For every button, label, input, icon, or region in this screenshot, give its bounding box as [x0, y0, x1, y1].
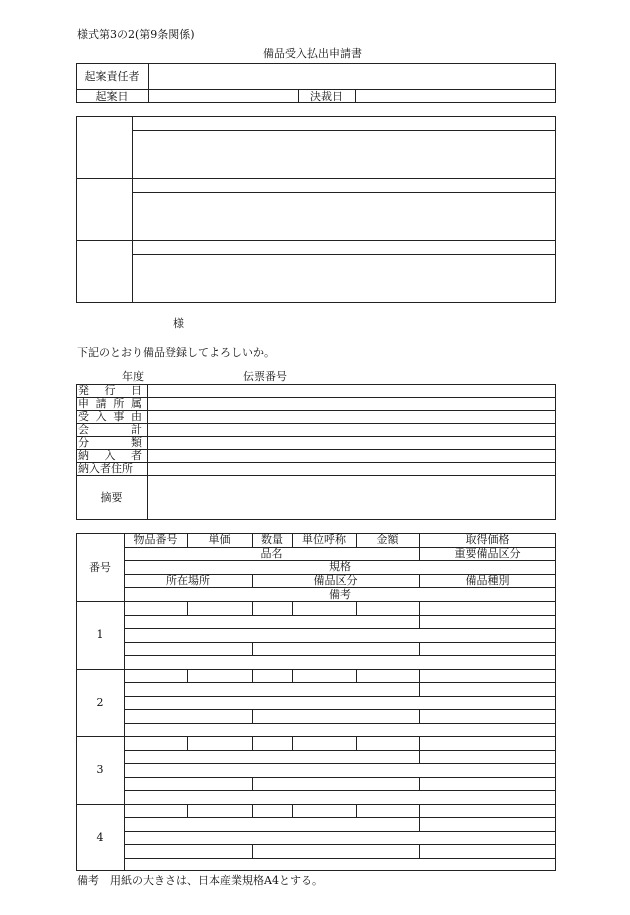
- item-row[interactable]: [125, 764, 556, 777]
- slip-row-label-char: 所: [113, 397, 125, 410]
- slip-row-label-char: 会: [78, 423, 89, 436]
- slip-row-field[interactable]: [148, 437, 556, 449]
- item-row[interactable]: [125, 724, 556, 737]
- slip-row-field[interactable]: [148, 398, 556, 410]
- item-row[interactable]: [125, 670, 556, 683]
- slip-row-field[interactable]: [148, 463, 556, 475]
- slip-row-label-char: 申: [78, 397, 89, 410]
- item-row[interactable]: [125, 737, 556, 750]
- slip-row-label-char: 受: [78, 410, 89, 423]
- item-number: 1: [96, 628, 104, 642]
- slip-row-label: [76, 397, 147, 410]
- column-header: 備品種別: [465, 574, 510, 588]
- item-row[interactable]: [125, 845, 556, 858]
- decision-date-field[interactable]: [356, 90, 556, 103]
- summary-label: 摘要: [100, 491, 123, 504]
- slip-row-label-char: 納入者住所: [78, 462, 133, 475]
- decision-date-label: 決裁日: [310, 89, 343, 103]
- divider: [132, 254, 556, 255]
- item-row[interactable]: [125, 683, 556, 696]
- slip-row-label-char: 由: [130, 410, 142, 423]
- item-row[interactable]: [125, 629, 556, 642]
- slip-row-label: [76, 462, 147, 475]
- column-header: 単価: [208, 533, 231, 547]
- slip-row-label-char: 類: [131, 436, 142, 449]
- draft-date-label: 起案日: [95, 89, 129, 103]
- divider: [132, 192, 556, 193]
- slip-row-label-char: 分: [78, 436, 89, 449]
- item-row[interactable]: [125, 643, 556, 656]
- column-header: 取得価格: [465, 533, 510, 547]
- slip-row-label-char: 日: [131, 384, 142, 397]
- slip-row-label: [76, 436, 147, 449]
- slip-row-field[interactable]: [148, 450, 556, 462]
- slip-row-field[interactable]: [148, 424, 556, 436]
- item-row[interactable]: [125, 832, 556, 845]
- column-header: 金額: [376, 533, 399, 547]
- column-header: 規格: [329, 560, 351, 574]
- slip-row-label-char: 請: [95, 397, 107, 410]
- column-header: 備品区分: [313, 574, 358, 588]
- slip-row-label: [76, 449, 147, 462]
- slip-row-field[interactable]: [148, 411, 556, 423]
- slip-row-label: [76, 384, 147, 397]
- number-header: 番号: [89, 560, 111, 574]
- drafter-field[interactable]: [148, 63, 556, 89]
- slip-row-label-char: 者: [131, 449, 142, 462]
- column-header: 単位呼称: [302, 533, 346, 547]
- slip-row-label-char: 行: [104, 384, 116, 397]
- item-row[interactable]: [125, 697, 556, 710]
- item-row[interactable]: [125, 602, 556, 615]
- column-header: 物品番号: [133, 533, 178, 547]
- divider: [132, 130, 556, 131]
- slip-row-label: [76, 410, 147, 423]
- approval-block: [76, 116, 556, 303]
- item-number: 3: [96, 763, 104, 777]
- divider: [76, 178, 556, 179]
- slip-row-label-char: 属: [130, 397, 142, 410]
- slip-row-label-char: 納: [78, 449, 89, 462]
- item-row[interactable]: [125, 616, 556, 629]
- item-number: 4: [96, 830, 104, 844]
- item-row[interactable]: [125, 656, 556, 669]
- slip-row-label-char: 入: [104, 449, 116, 462]
- form-title: 備品受入払出申請書: [263, 47, 362, 60]
- summary-field[interactable]: [148, 476, 556, 520]
- footnote: 備考 用紙の大きさは、日本産業規格A4とする。: [77, 874, 323, 887]
- column-header: 品名: [260, 546, 283, 560]
- form-number-label: 様式第3の2(第9条関係): [77, 28, 195, 41]
- year-label: 年度: [122, 370, 144, 383]
- column-header: 数量: [261, 533, 283, 547]
- slip-row-label-char: 事: [113, 410, 125, 423]
- drafter-label: 起案責任者: [84, 69, 140, 83]
- item-row[interactable]: [125, 778, 556, 791]
- item-row[interactable]: [125, 791, 556, 804]
- item-row[interactable]: [125, 805, 556, 818]
- column-header: 備考: [329, 587, 351, 601]
- request-sentence: 下記のとおり備品登録してよろしいか。: [77, 346, 275, 359]
- slip-number-label: 伝票番号: [243, 370, 287, 383]
- column-header: 所在場所: [166, 574, 210, 588]
- slip-row-label-char: 発: [78, 384, 89, 397]
- item-row[interactable]: [125, 710, 556, 723]
- slip-row-label-char: 入: [95, 410, 107, 423]
- addressee-suffix: 様: [173, 317, 184, 330]
- item-number: 2: [96, 695, 104, 709]
- slip-row-label: [76, 423, 147, 436]
- divider: [76, 240, 556, 241]
- slip-row-label-char: 計: [131, 423, 142, 436]
- item-row[interactable]: [125, 751, 556, 764]
- divider: [132, 116, 133, 303]
- item-row[interactable]: [125, 818, 556, 831]
- slip-row-field[interactable]: [148, 385, 556, 397]
- column-header: 重要備品区分: [454, 546, 521, 560]
- draft-date-field[interactable]: [149, 90, 298, 103]
- item-row[interactable]: [125, 859, 556, 872]
